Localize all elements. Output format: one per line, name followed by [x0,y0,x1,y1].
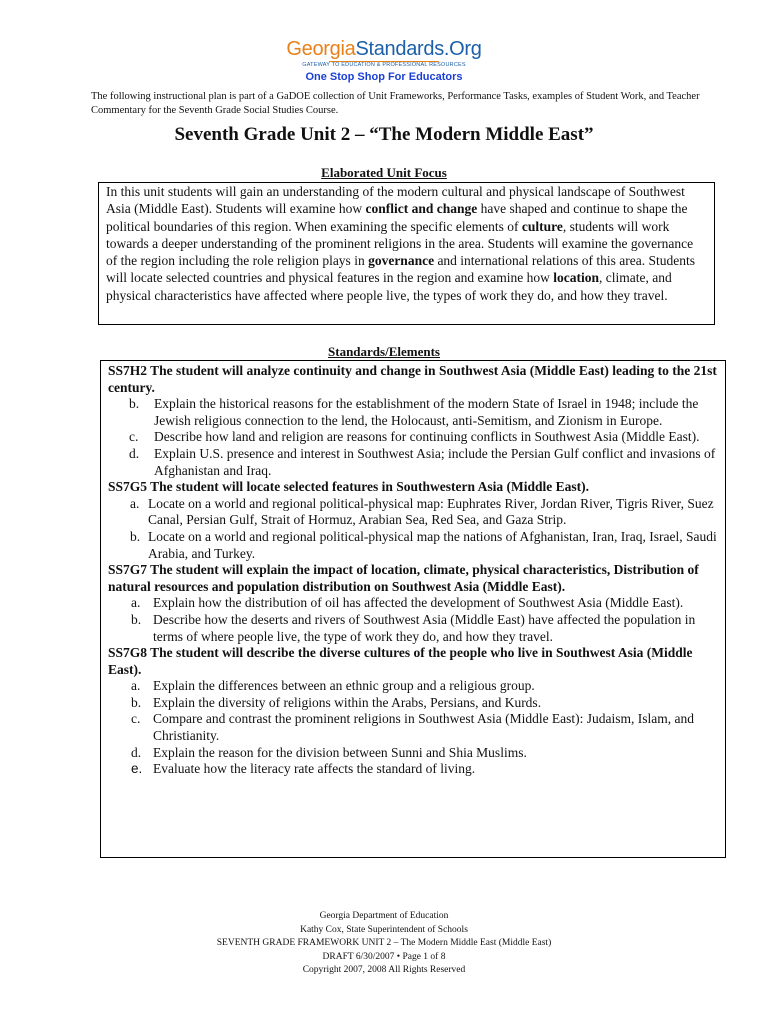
item-label: c. [129,429,139,445]
intro-paragraph: The following instructional plan is part of a GaDOE collection of Unit Frameworks, Performance Tasks, examples of Student Work, and Teacher Commentary for the Seventh Grade Social Studies Course. [91,91,700,116]
item-text: Explain the differences between an ethnic group and a religious group. [153,678,535,694]
item-text: Evaluate how the literacy rate affects the standard of living. [153,761,476,777]
list-item [108,446,720,479]
footer-line: Kathy Cox, State Superintendent of Schools [300,924,468,935]
item-label: b. [130,528,141,544]
footer-line: SEVENTH GRADE FRAMEWORK UNIT 2 – The Modern Middle East (Middle East) [216,938,552,948]
list-item [108,496,720,529]
item-label: b. [131,611,142,627]
list-item [108,678,720,695]
focus-text: , students will work towards a deeper understanding of the prominent religions in the area. Students will examine the governance of the region including the role religion plays in [106,218,694,269]
logo-subtitle: GATEWAY TO EDUCATION & PROFESSIONAL RESOURCES [302,62,466,68]
list-item [108,761,720,778]
list-item [108,612,720,645]
standards-heading: Standards/Elements [328,344,440,359]
focus-text: and international relations of this area. Students will locate selected countries and physical features in the region and examine how [106,253,695,286]
logo-word-standards: Standards [355,38,444,60]
item-label: d. [129,445,140,461]
list-item [108,595,720,612]
page-title: Seventh Grade Unit 2 – “The Modern Middle East” [174,124,594,145]
item-label: a. [130,495,140,511]
focus-text: , climate, and physical characteristics have affected where people live, the types of work they do, and how they travel. [106,270,672,303]
list-item [108,529,720,562]
item-text: Describe how land and religion are reasons for continuing conflicts in Southwest Asia (Middle East). [154,429,700,445]
page-footer [0,910,768,978]
item-text: Explain how the distribution of oil has affected the development of Southwest Asia (Middle East). [153,595,684,611]
standard-ss7h2-title: SS7H2 The student will analyze continuity and change in Southwest Asia (Middle East) leading to the 21st century. [108,363,717,395]
item-label: b. [129,396,140,412]
list-item [108,695,720,712]
list-item [108,745,720,762]
footer-line: Georgia Department of Education [319,911,449,921]
focus-keyword-governance: governance [368,253,435,269]
logo-tagline: One Stop Shop For Educators [305,71,463,83]
footer-line: Copyright 2007, 2008 All Rights Reserved [302,965,466,975]
logo-word-georgia: Georgia [286,38,356,60]
logo-wordmark [0,38,768,60]
focus-text: In this unit students will gain an understanding of the modern cultural and physical landscape of Southwest Asia (Middle East). Students will examine how [106,184,685,217]
item-text: Explain the reason for the division between Sunni and Shia Muslims. [153,744,527,760]
standards-box [100,360,726,858]
item-text: Compare and contrast the prominent religions in Southwest Asia (Middle East): Judaism, Islam, and Christianity. [153,711,695,744]
logo-word-org: .Org [443,38,482,60]
item-text: Explain the diversity of religions within the Arabs, Persians, and Kurds. [153,694,542,710]
item-text: Locate on a world and regional political-physical map: Euphrates River, Jordan River, Tigris River, Suez Canal, Persian Gulf, Strait of Hormuz, Arabian Sea, Red Sea, and Gaza Strip. [148,495,714,528]
focus-keyword-location: location [553,270,599,286]
standard-ss7g5-title: SS7G5 The student will locate selected features in Southwestern Asia (Middle East). [108,479,589,495]
standard-ss7g8-title: SS7G8 The student will describe the diverse cultures of the people who live in Southwest Asia (Middle East). [108,645,693,677]
item-label: d. [131,744,142,760]
focus-keyword-culture: culture [521,218,563,234]
focus-keyword-conflict: conflict and change [365,201,478,217]
item-label: a. [131,595,141,611]
item-label: a. [131,678,141,694]
focus-text: have shaped and continue to shape the political boundaries of this region. When examining the specific elements of [106,201,688,234]
focus-heading: Elaborated Unit Focus [321,165,447,180]
list-item [108,396,720,429]
item-text: Locate on a world and regional political-physical map the nations of Afghanistan, Iran, Iraq, Israel, Saudi Arabia, and Turkey. [148,528,717,561]
georgia-standards-logo [0,38,768,83]
item-label: e. [131,761,143,777]
item-label: b. [131,694,142,710]
list-item [108,429,720,446]
footer-line: DRAFT 6/30/2007 • Page 1 of 8 [322,951,446,962]
item-label: c. [131,711,141,727]
standard-ss7g7-title: SS7G7 The student will explain the impact of location, climate, physical characteristics, Distribution of natural resources and population distribution on Southwest Asia (Middle East). [108,562,699,594]
item-text: Describe how the deserts and rivers of Southwest Asia (Middle East) have affected the population in terms of where people live, the type of work they do, and how they travel. [153,611,696,644]
item-text: Explain U.S. presence and interest in Southwest Asia; include the Persian Gulf conflict and invasions of Afghanistan and Iraq. [154,445,716,478]
list-item [108,711,720,744]
focus-box [98,182,715,325]
item-text: Explain the historical reasons for the establishment of the modern State of Israel in 1948; include the Jewish religious connection to the lend, the Holocaust, anti-Semitism, and Zionism in Europe. [154,396,699,428]
